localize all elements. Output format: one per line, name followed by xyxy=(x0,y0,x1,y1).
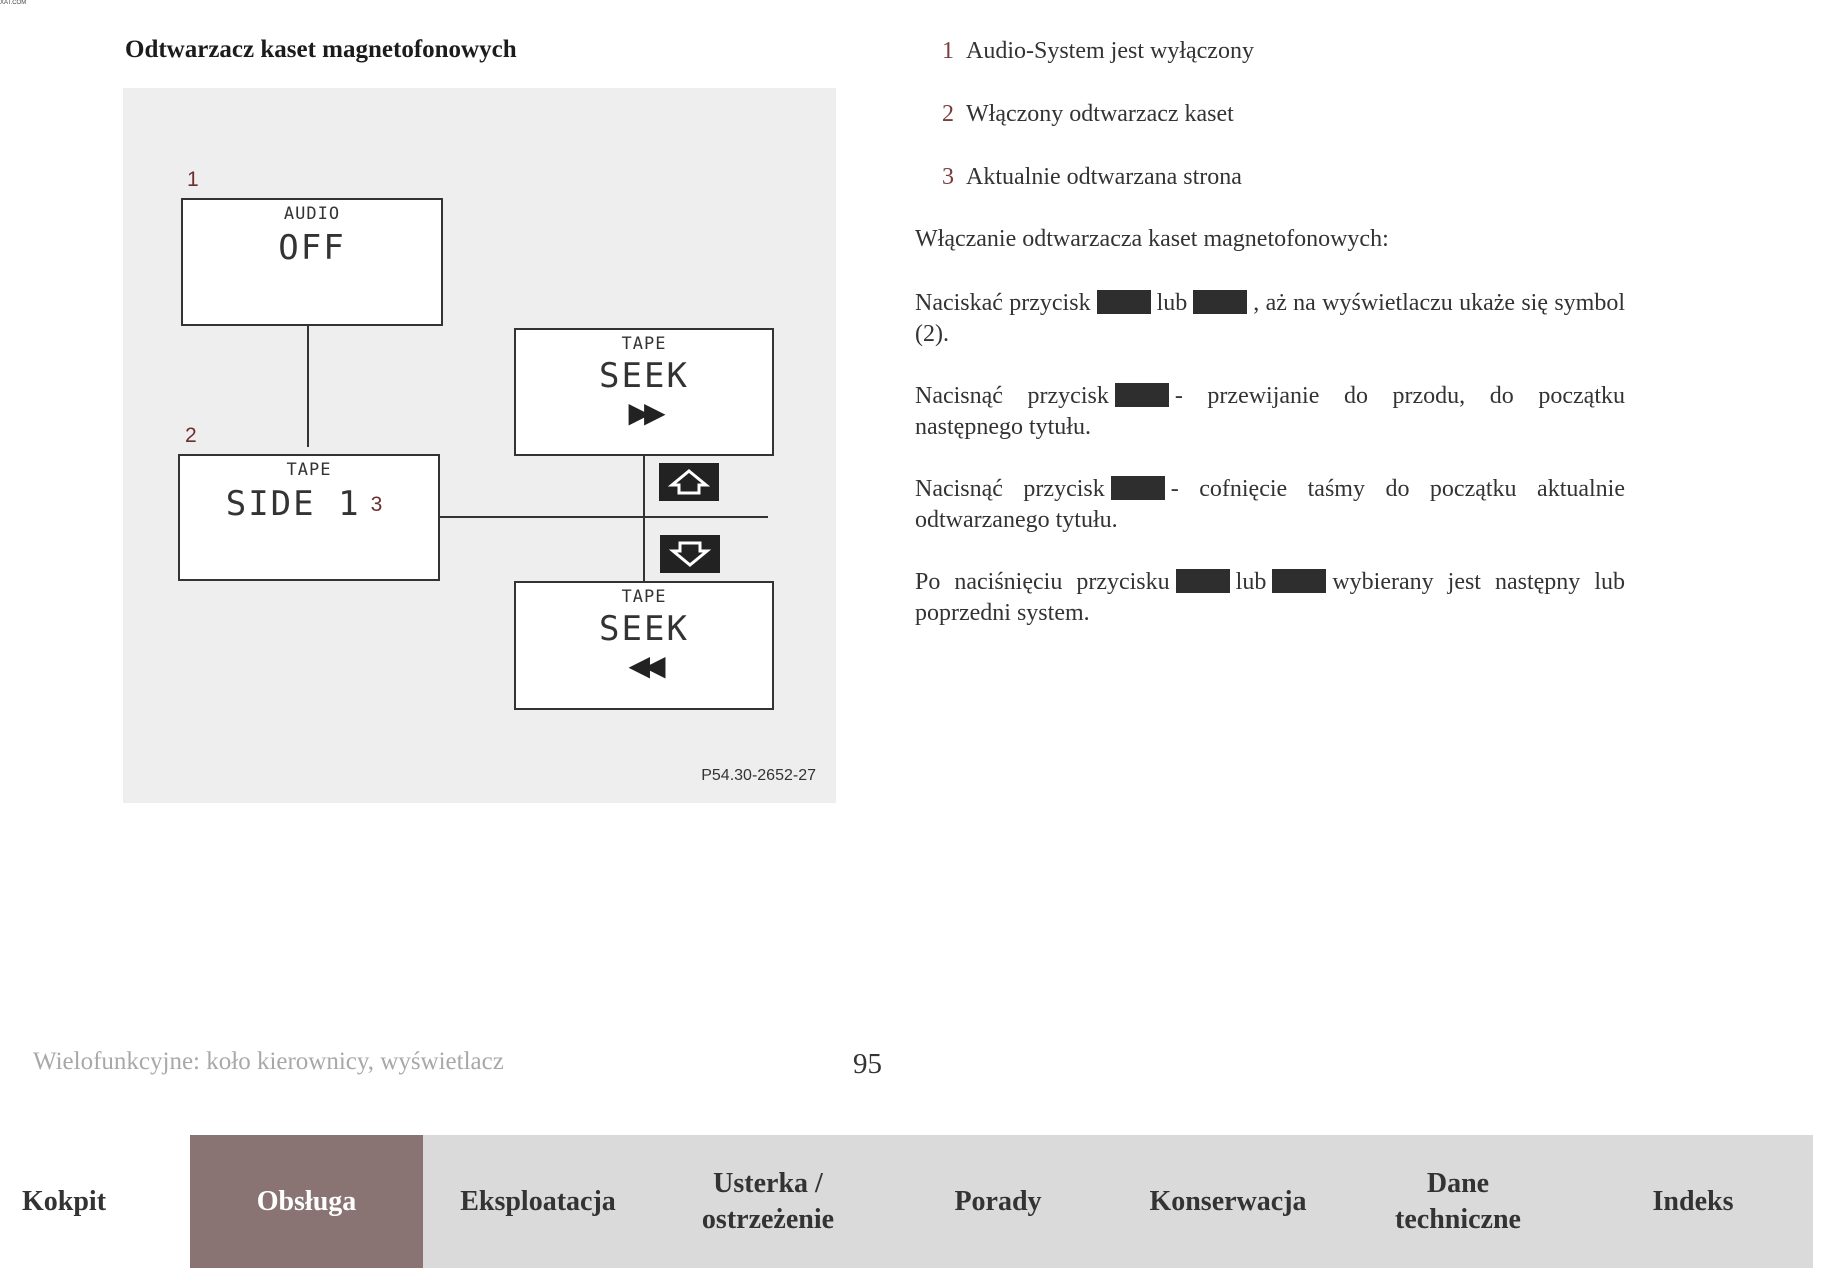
paragraph-system-switch: Po naciśnięciu przycisku lub wybierany jest następny lub poprzedni system. xyxy=(915,569,1625,626)
display-label: TAPE xyxy=(286,460,332,480)
legend-item xyxy=(942,164,1242,191)
up-key-icon xyxy=(1115,383,1169,407)
connector-line xyxy=(437,516,768,518)
down-key xyxy=(660,535,720,573)
display-label: TAPE xyxy=(621,587,667,607)
legend-number: 2 xyxy=(942,101,954,127)
display-diagram xyxy=(123,88,836,803)
nav-tab-dane-techniczne[interactable]: Dane techniczne xyxy=(1343,1135,1573,1268)
arrow-down-icon xyxy=(660,535,720,573)
legend-text: Włączony odtwarzacz kaset xyxy=(966,101,1234,127)
display-audio-off xyxy=(181,198,443,326)
nav-tab-konserwacja[interactable]: Konserwacja xyxy=(1113,1135,1343,1268)
system-key-icon xyxy=(1193,290,1247,314)
display-seek-back xyxy=(514,581,774,710)
display-value-row xyxy=(172,484,430,524)
figure-reference: P54.30-2652-27 xyxy=(701,767,816,784)
rewind-icon: ◀◀ xyxy=(628,649,660,682)
legend-item xyxy=(942,38,1254,65)
intro-paragraph: Włączanie odtwarzacza kaset magnetofonowych: xyxy=(915,226,1389,252)
arrow-up-icon xyxy=(659,463,719,501)
page-number: 95 xyxy=(853,1048,882,1080)
up-key xyxy=(659,463,719,501)
down-key-icon xyxy=(1111,476,1165,500)
display-value: SIDE 1 xyxy=(225,484,361,524)
connector-line xyxy=(307,325,309,447)
paragraph-rewind: Nacisnąć przycisk - cofnięcie taśmy do początku aktualnie odtwarzanego tytułu. xyxy=(915,476,1626,533)
legend-text: Aktualnie odtwarzana strona xyxy=(966,164,1242,190)
nav-tab-usterka[interactable]: Usterka / ostrzeżenie xyxy=(653,1135,883,1268)
watermark: XAT.COM xyxy=(0,0,27,6)
display-value: OFF xyxy=(278,228,346,268)
display-value: SEEK xyxy=(599,356,689,396)
display-tape-side xyxy=(178,454,440,581)
display-label: TAPE xyxy=(621,334,667,354)
page-heading: Odtwarzacz kaset magnetofonowych xyxy=(125,36,517,63)
paragraph-select-tape: Naciskać przycisk lub , aż na wyświetlaczu ukaże się symbol (2). xyxy=(915,290,1625,347)
display-label: AUDIO xyxy=(283,204,341,224)
legend-number: 1 xyxy=(942,38,954,64)
legend-number: 3 xyxy=(942,164,954,190)
system-key-icon xyxy=(1176,569,1230,593)
fast-forward-icon: ▶▶ xyxy=(628,396,660,429)
chapter-nav xyxy=(0,1135,1813,1268)
nav-tab-indeks[interactable]: Indeks xyxy=(1573,1135,1813,1268)
nav-tab-porady[interactable]: Porady xyxy=(883,1135,1113,1268)
system-key-icon xyxy=(1272,569,1326,593)
display-value: SEEK xyxy=(599,609,689,649)
callout-1: 1 xyxy=(187,168,199,191)
callout-2: 2 xyxy=(185,424,197,447)
system-key-icon xyxy=(1097,290,1151,314)
callout-3: 3 xyxy=(370,493,383,516)
paragraph-forward: Nacisnąć przycisk - przewijanie do przodu, do początku następnego tytułu. xyxy=(915,383,1625,440)
display-seek-forward xyxy=(514,328,774,456)
legend-text: Audio-System jest wyłączony xyxy=(966,38,1254,64)
nav-tab-kokpit[interactable]: Kokpit xyxy=(0,1135,190,1268)
legend-item xyxy=(942,101,1234,128)
nav-tab-eksploatacja[interactable]: Eksploatacja xyxy=(423,1135,653,1268)
nav-tab-obsluga[interactable]: Obsługa xyxy=(190,1135,423,1268)
section-footer: Wielofunkcyjne: koło kierownicy, wyświetlacz xyxy=(33,1048,504,1075)
